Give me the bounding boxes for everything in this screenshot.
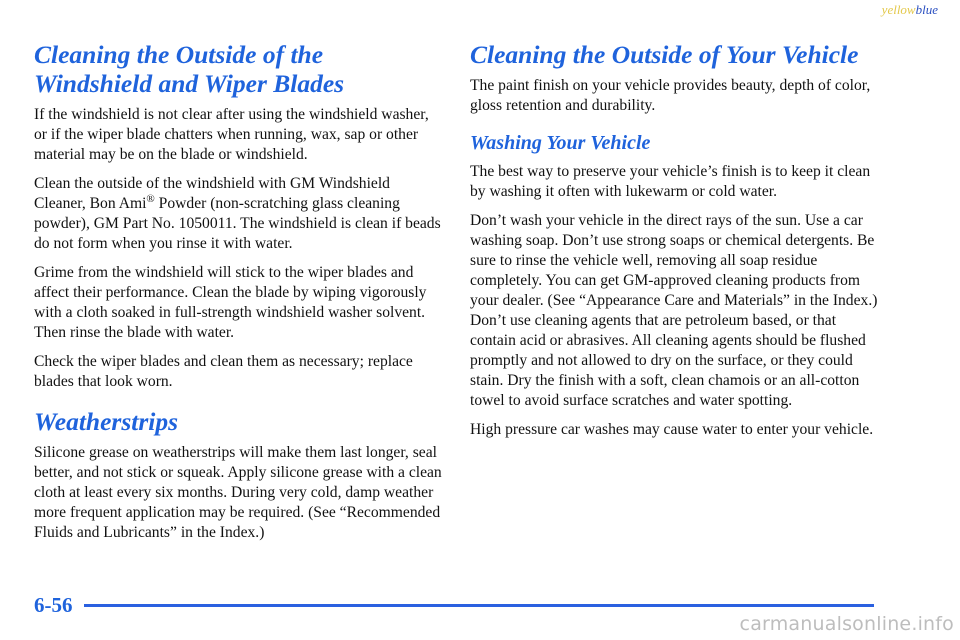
page-number: 6-56 <box>34 593 73 617</box>
weatherstrips-paragraph: Silicone grease on weatherstrips will make them last longer, seal better, and not stick or squeak. Apply silicone grease with a clean cloth at least every six months. During very cold, damp weather more frequent application may be required. (See “Recommended Fluids and Lubricants” in the Index.) <box>34 444 442 541</box>
registered-mark: ® <box>146 193 155 205</box>
corner-tag <box>882 2 938 18</box>
right-column <box>470 40 880 449</box>
vehicle-exterior-section-title: Cleaning the Outside of Your Vehicle <box>470 40 859 69</box>
weatherstrips-section-title: Weatherstrips <box>34 407 179 436</box>
washing-paragraph-2: Don’t wash your vehicle in the direct rays of the sun. Use a car washing soap. Don’t use strong soaps or chemical detergents. Be sure to rinse the vehicle well, removing all soap residue completely. You can get GM-approved cleaning products from your dealer. (See “Appearance Care and Materials” in the Index.) Don’t use cleaning agents that are petroleum based, or that contain acid or abrasives. All cleaning agents should be flushed promptly and not allowed to dry on the surface, or they could stain. Dry the finish with a soft, clean chamois or an all-cotton towel to avoid surface scratches and water spotting. <box>470 212 878 409</box>
watermark: carmanualsonline.info <box>739 613 954 635</box>
windshield-paragraph-4: Check the wiper blades and clean them as necessary; replace blades that look worn. <box>34 353 413 390</box>
corner-tag-yellow: yellow <box>881 2 916 17</box>
windshield-title-line1: Cleaning the Outside of the <box>34 40 324 69</box>
windshield-title-line2: Windshield and Wiper Blades <box>34 69 345 98</box>
windshield-paragraph-1: If the windshield is not clear after using the windshield washer, or if the wiper blade chatters when running, wax, sap or other material may be on the blade or windshield. <box>34 106 429 163</box>
washing-paragraph-1: The best way to preserve your vehicle’s finish is to keep it clean by washing it often with lukewarm or cold water. <box>470 163 871 200</box>
corner-tag-blue: blue <box>915 2 938 17</box>
windshield-paragraph-2-part1: Clean the outside of the windshield with GM Windshield Cleaner, Bon Ami <box>34 175 390 212</box>
left-column <box>34 40 444 552</box>
washing-paragraph-3: High pressure car washes may cause water to enter your vehicle. <box>470 421 874 438</box>
windshield-section-title <box>34 40 444 98</box>
windshield-paragraph-2 <box>34 174 444 254</box>
footer-rule <box>84 604 874 607</box>
windshield-paragraph-2-part2: Powder (non-scratching glass cleaning powder), GM Part No. 1050011. The windshield is clean if beads do not form when you rinse it with water. <box>34 195 441 252</box>
vehicle-exterior-paragraph-1: The paint finish on your vehicle provides beauty, depth of color, gloss retention and durability. <box>470 77 871 114</box>
windshield-paragraph-3: Grime from the windshield will stick to the wiper blades and affect their performance. Clean the blade by wiping vigorously with a cloth soaked in full-strength windshield washer solvent. Then rinse the blade with water. <box>34 264 427 341</box>
washing-subsection-title: Washing Your Vehicle <box>470 132 651 154</box>
